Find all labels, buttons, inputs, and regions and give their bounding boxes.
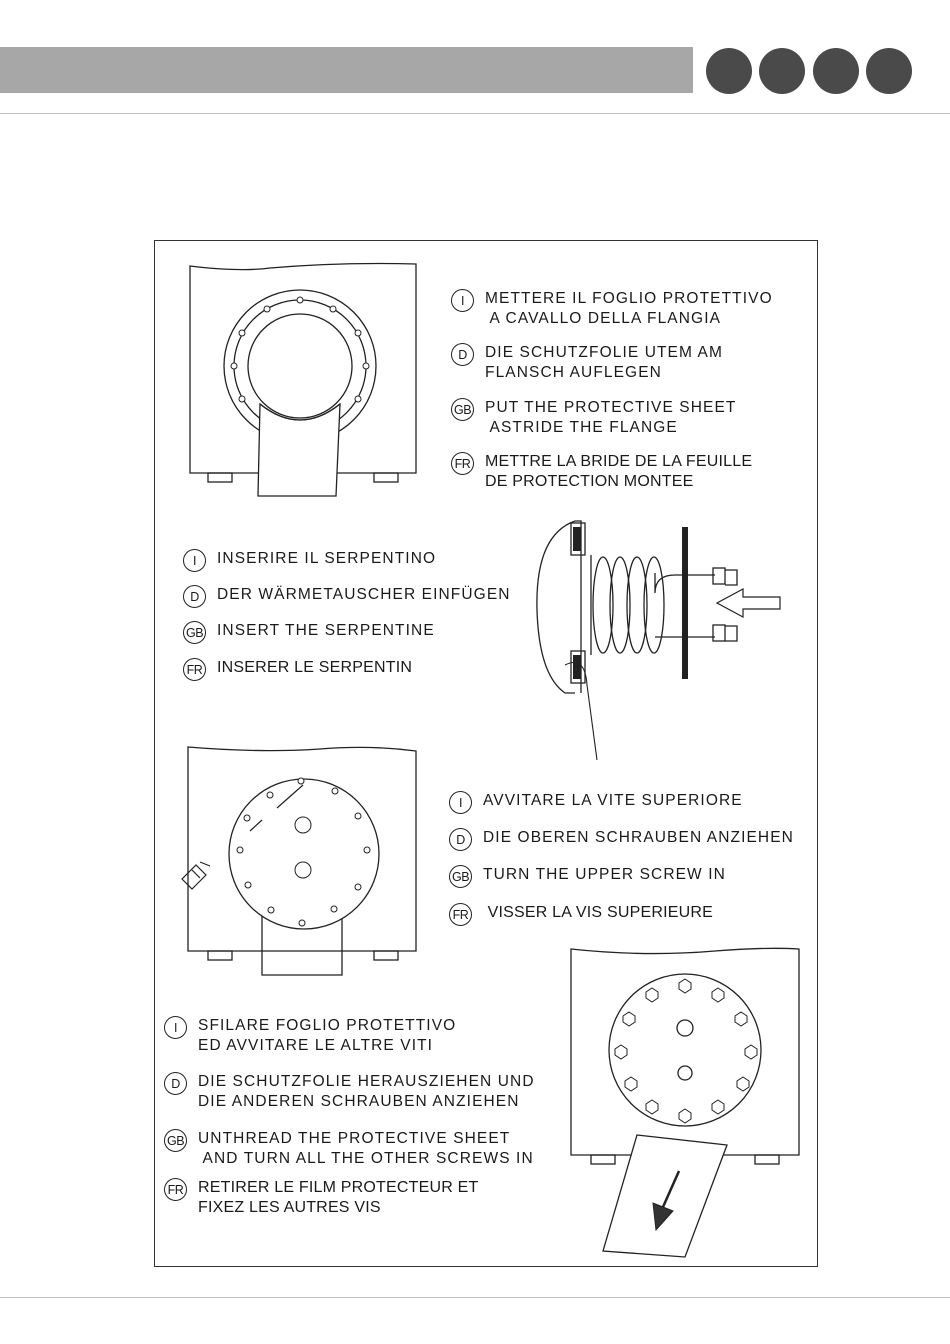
instruction-de (449, 828, 794, 851)
language-badge-de: D (183, 585, 206, 608)
instruction-it (449, 791, 743, 814)
instruction-fr (449, 903, 713, 926)
instruction-text-it: SFILARE FOGLIO PROTETTIVO ED AVVITARE LE ALTRE VITI (198, 1017, 457, 1054)
instruction-it (451, 289, 773, 328)
instruction-it (183, 549, 436, 572)
header-dot-4 (866, 48, 912, 94)
instruction-text-de: DIE OBEREN SCHRAUBEN ANZIEHEN (483, 829, 794, 846)
instruction-gb (164, 1129, 534, 1168)
instruction-text-fr: INSERER LE SERPENTIN (217, 659, 413, 676)
instruction-text-gb: INSERT THE SERPENTINE (217, 622, 435, 639)
figure-protective-sheet (180, 258, 430, 503)
language-badge-gb: GB (164, 1129, 187, 1152)
footer-rule (0, 1297, 950, 1298)
instruction-text-it: METTERE IL FOGLIO PROTETTIVO A CAVALLO DELLA FLANGIA (485, 290, 773, 327)
instruction-text-de: DIE SCHUTZFOLIE UTEM AM FLANSCH AUFLEGEN (485, 344, 724, 381)
instruction-text-de: DIE SCHUTZFOLIE HERAUSZIEHEN UND DIE ANDEREN SCHRAUBEN ANZIEHEN (198, 1073, 535, 1110)
instruction-text-fr: RETIRER LE FILM PROTECTEUR ET FIXEZ LES AUTRES VIS (198, 1179, 479, 1216)
header-bar (0, 47, 693, 93)
instruction-text-gb: TURN THE UPPER SCREW IN (483, 866, 726, 883)
instruction-text-fr: VISSER LA VIS SUPERIEURE (483, 904, 713, 921)
figure-insert-serpentine (525, 515, 790, 765)
language-badge-de: D (451, 343, 474, 366)
header-dot-2 (759, 48, 805, 94)
header-dot-3 (813, 48, 859, 94)
instruction-it (164, 1016, 456, 1055)
instruction-gb (451, 398, 736, 437)
instruction-gb (183, 621, 435, 644)
language-badge-gb: GB (183, 621, 206, 644)
instruction-text-fr: METTRE LA BRIDE DE LA FEUILLE DE PROTECTION MONTEE (485, 453, 753, 490)
language-badge-gb: GB (451, 398, 474, 421)
header-dot-1 (706, 48, 752, 94)
language-badge-fr: FR (164, 1178, 187, 1201)
language-badge-it: I (164, 1016, 187, 1039)
language-badge-it: I (183, 549, 206, 572)
language-badge-fr: FR (451, 452, 474, 475)
instruction-de (164, 1072, 535, 1111)
instruction-fr (183, 658, 412, 681)
instruction-fr (164, 1178, 479, 1217)
instruction-text-de: DER WÄRMETAUSCHER EINFÜGEN (217, 586, 511, 603)
language-badge-gb: GB (449, 865, 472, 888)
instruction-de (183, 585, 511, 608)
language-badge-fr: FR (183, 658, 206, 681)
language-badge-it: I (449, 791, 472, 814)
header-rule (0, 113, 950, 114)
instruction-fr (451, 452, 752, 491)
instruction-de (451, 343, 723, 382)
language-badge-it: I (451, 289, 474, 312)
instruction-text-gb: PUT THE PROTECTIVE SHEET ASTRIDE THE FLANGE (485, 399, 737, 436)
instruction-text-it: AVVITARE LA VITE SUPERIORE (483, 792, 743, 809)
language-badge-fr: FR (449, 903, 472, 926)
figure-upper-screw (170, 745, 425, 980)
figure-other-screws (565, 945, 805, 1265)
language-badge-de: D (164, 1072, 187, 1095)
language-badge-de: D (449, 828, 472, 851)
instruction-text-it: INSERIRE IL SERPENTINO (217, 550, 437, 567)
instruction-text-gb: UNTHREAD THE PROTECTIVE SHEET AND TURN ALL THE OTHER SCREWS IN (198, 1130, 534, 1167)
instruction-gb (449, 865, 726, 888)
